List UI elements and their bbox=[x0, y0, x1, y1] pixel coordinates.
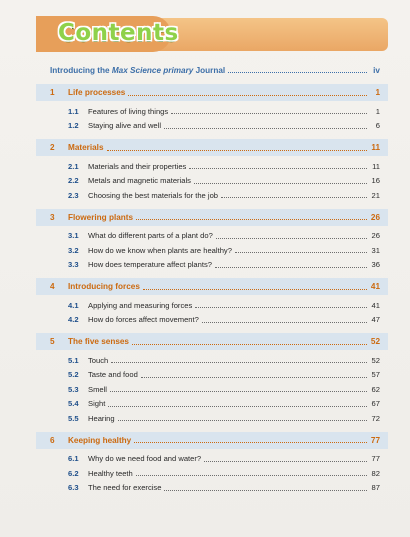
section-number: 2.1 bbox=[68, 161, 79, 171]
section-group bbox=[36, 156, 388, 205]
section-number: 2.2 bbox=[68, 176, 79, 186]
leader-dots bbox=[164, 127, 367, 129]
leader-dots bbox=[107, 149, 368, 151]
leader-dots bbox=[110, 390, 367, 392]
section-entry[interactable] bbox=[36, 298, 388, 313]
section-title: How does temperature affect plants? bbox=[88, 260, 212, 270]
leader-dots bbox=[189, 167, 367, 169]
section-number: 5.5 bbox=[68, 413, 79, 423]
leader-dots bbox=[221, 196, 367, 198]
section-entry[interactable] bbox=[36, 119, 388, 134]
leader-dots bbox=[141, 376, 367, 378]
leader-dots bbox=[164, 489, 367, 491]
section-group bbox=[36, 295, 388, 329]
chapter-heading[interactable] bbox=[36, 278, 388, 295]
chapter-title: Introducing forces bbox=[68, 282, 140, 291]
section-entry[interactable] bbox=[36, 481, 388, 496]
section-number: 1.1 bbox=[68, 106, 79, 116]
leader-dots bbox=[195, 306, 367, 308]
section-number: 6.3 bbox=[68, 483, 79, 493]
chapter-number: 2 bbox=[50, 143, 55, 152]
chapter-heading[interactable] bbox=[36, 432, 388, 449]
section-page: 87 bbox=[371, 483, 380, 493]
leader-dots bbox=[132, 343, 367, 345]
section-entry[interactable] bbox=[36, 368, 388, 383]
chapter-number: 5 bbox=[50, 337, 55, 346]
chapter-heading[interactable] bbox=[36, 84, 388, 101]
leader-dots bbox=[202, 321, 367, 323]
section-title: Why do we need food and water? bbox=[88, 454, 202, 464]
section-entry[interactable] bbox=[36, 452, 388, 467]
chapter-page: 26 bbox=[370, 212, 380, 222]
section-number: 1.2 bbox=[68, 121, 79, 131]
section-entry[interactable] bbox=[36, 382, 388, 397]
section-title: Applying and measuring forces bbox=[88, 300, 193, 310]
chapter-number: 3 bbox=[50, 212, 55, 222]
section-group bbox=[36, 350, 388, 428]
section-title: Choosing the best materials for the job bbox=[88, 190, 219, 200]
section-title: The need for exercise bbox=[88, 483, 162, 493]
leader-dots bbox=[215, 266, 367, 268]
section-title: Smell bbox=[88, 384, 107, 394]
section-number: 5.3 bbox=[68, 384, 79, 394]
section-number: 4.2 bbox=[68, 315, 79, 325]
section-page: 6 bbox=[375, 121, 380, 131]
leader-dots bbox=[108, 405, 367, 407]
chapter-page: 41 bbox=[370, 282, 380, 291]
section-entry[interactable] bbox=[36, 466, 388, 481]
section-title: Sight bbox=[88, 399, 106, 409]
section-title: Features of living things bbox=[88, 106, 169, 116]
section-page: 11 bbox=[372, 161, 380, 171]
section-entry[interactable] bbox=[36, 397, 388, 412]
section-entry[interactable] bbox=[36, 243, 388, 258]
section-page: 41 bbox=[371, 300, 380, 310]
chapter-title: The five senses bbox=[68, 337, 129, 346]
chapter-title: Keeping healthy bbox=[68, 435, 132, 445]
leader-dots bbox=[136, 218, 367, 220]
section-number: 3.2 bbox=[68, 245, 79, 255]
section-entry[interactable] bbox=[36, 258, 388, 273]
chapter-heading[interactable] bbox=[36, 209, 388, 226]
leader-dots bbox=[136, 474, 367, 476]
section-number: 6.1 bbox=[68, 454, 79, 464]
section-page: 82 bbox=[371, 468, 380, 478]
chapter-number: 1 bbox=[50, 88, 55, 97]
section-number: 3.3 bbox=[68, 260, 79, 270]
section-number: 4.1 bbox=[68, 300, 79, 310]
chapter-list bbox=[36, 84, 388, 497]
leader-dots bbox=[118, 419, 367, 421]
section-title: Metals and magnetic materials bbox=[88, 176, 191, 186]
section-entry[interactable] bbox=[36, 411, 388, 426]
chapter-title: Flowering plants bbox=[68, 212, 134, 222]
section-entry[interactable] bbox=[36, 159, 388, 174]
section-entry[interactable] bbox=[36, 353, 388, 368]
section-page: 31 bbox=[371, 245, 380, 255]
section-page: 77 bbox=[371, 454, 380, 464]
section-number: 3.1 bbox=[68, 231, 79, 241]
leader-dots bbox=[216, 237, 367, 239]
leader-dots bbox=[143, 288, 367, 290]
intro-label: Introducing the Max Science primary Journal bbox=[50, 65, 226, 75]
leader-dots bbox=[228, 71, 367, 73]
chapter-title: Life processes bbox=[68, 88, 126, 97]
chapter-page: 1 bbox=[375, 88, 380, 97]
leader-dots bbox=[171, 112, 367, 114]
section-title: What do different parts of a plant do? bbox=[88, 231, 213, 241]
chapter-number: 6 bbox=[50, 435, 55, 445]
section-title: Hearing bbox=[88, 413, 115, 423]
section-number: 2.3 bbox=[68, 190, 79, 200]
section-title: Staying alive and well bbox=[88, 121, 162, 131]
section-page: 47 bbox=[371, 315, 380, 325]
section-page: 67 bbox=[371, 399, 380, 409]
section-entry[interactable] bbox=[36, 313, 388, 328]
section-page: 52 bbox=[371, 355, 380, 365]
intro-entry[interactable] bbox=[36, 60, 388, 80]
leader-dots bbox=[194, 182, 367, 184]
table-of-contents bbox=[36, 60, 388, 497]
section-entry[interactable] bbox=[36, 104, 388, 119]
section-number: 5.4 bbox=[68, 399, 79, 409]
section-page: 1 bbox=[375, 106, 380, 116]
leader-dots bbox=[128, 94, 367, 96]
page-title: Contents bbox=[58, 20, 179, 46]
section-number: 6.2 bbox=[68, 468, 79, 478]
section-page: 62 bbox=[371, 384, 380, 394]
section-group bbox=[36, 226, 388, 275]
section-entry[interactable] bbox=[36, 174, 388, 189]
leader-dots bbox=[134, 441, 367, 443]
leader-dots bbox=[111, 361, 367, 363]
section-number: 5.1 bbox=[68, 355, 79, 365]
section-title: Healthy teeth bbox=[88, 468, 133, 478]
section-entry[interactable] bbox=[36, 188, 388, 203]
section-page: 16 bbox=[371, 176, 380, 186]
section-number: 5.2 bbox=[68, 370, 79, 380]
intro-page: iv bbox=[373, 65, 380, 75]
section-title: How do forces affect movement? bbox=[88, 315, 199, 325]
section-page: 72 bbox=[371, 413, 380, 423]
section-entry[interactable] bbox=[36, 229, 388, 244]
chapter-page: 52 bbox=[370, 337, 380, 346]
section-group bbox=[36, 449, 388, 498]
chapter-page: 11 bbox=[371, 143, 380, 152]
section-title: Touch bbox=[88, 355, 109, 365]
leader-dots bbox=[204, 460, 367, 462]
chapter-heading[interactable] bbox=[36, 333, 388, 350]
chapter-number: 4 bbox=[50, 282, 55, 291]
chapter-heading[interactable] bbox=[36, 139, 388, 156]
section-page: 26 bbox=[371, 231, 380, 241]
chapter-title: Materials bbox=[68, 143, 104, 152]
section-title: Taste and food bbox=[88, 370, 138, 380]
section-group bbox=[36, 101, 388, 135]
section-title: Materials and their properties bbox=[88, 161, 187, 171]
chapter-page: 77 bbox=[370, 435, 380, 445]
leader-dots bbox=[235, 251, 367, 253]
section-page: 57 bbox=[371, 370, 380, 380]
section-page: 21 bbox=[371, 190, 380, 200]
section-title: How do we know when plants are healthy? bbox=[88, 245, 232, 255]
section-page: 36 bbox=[371, 260, 380, 270]
